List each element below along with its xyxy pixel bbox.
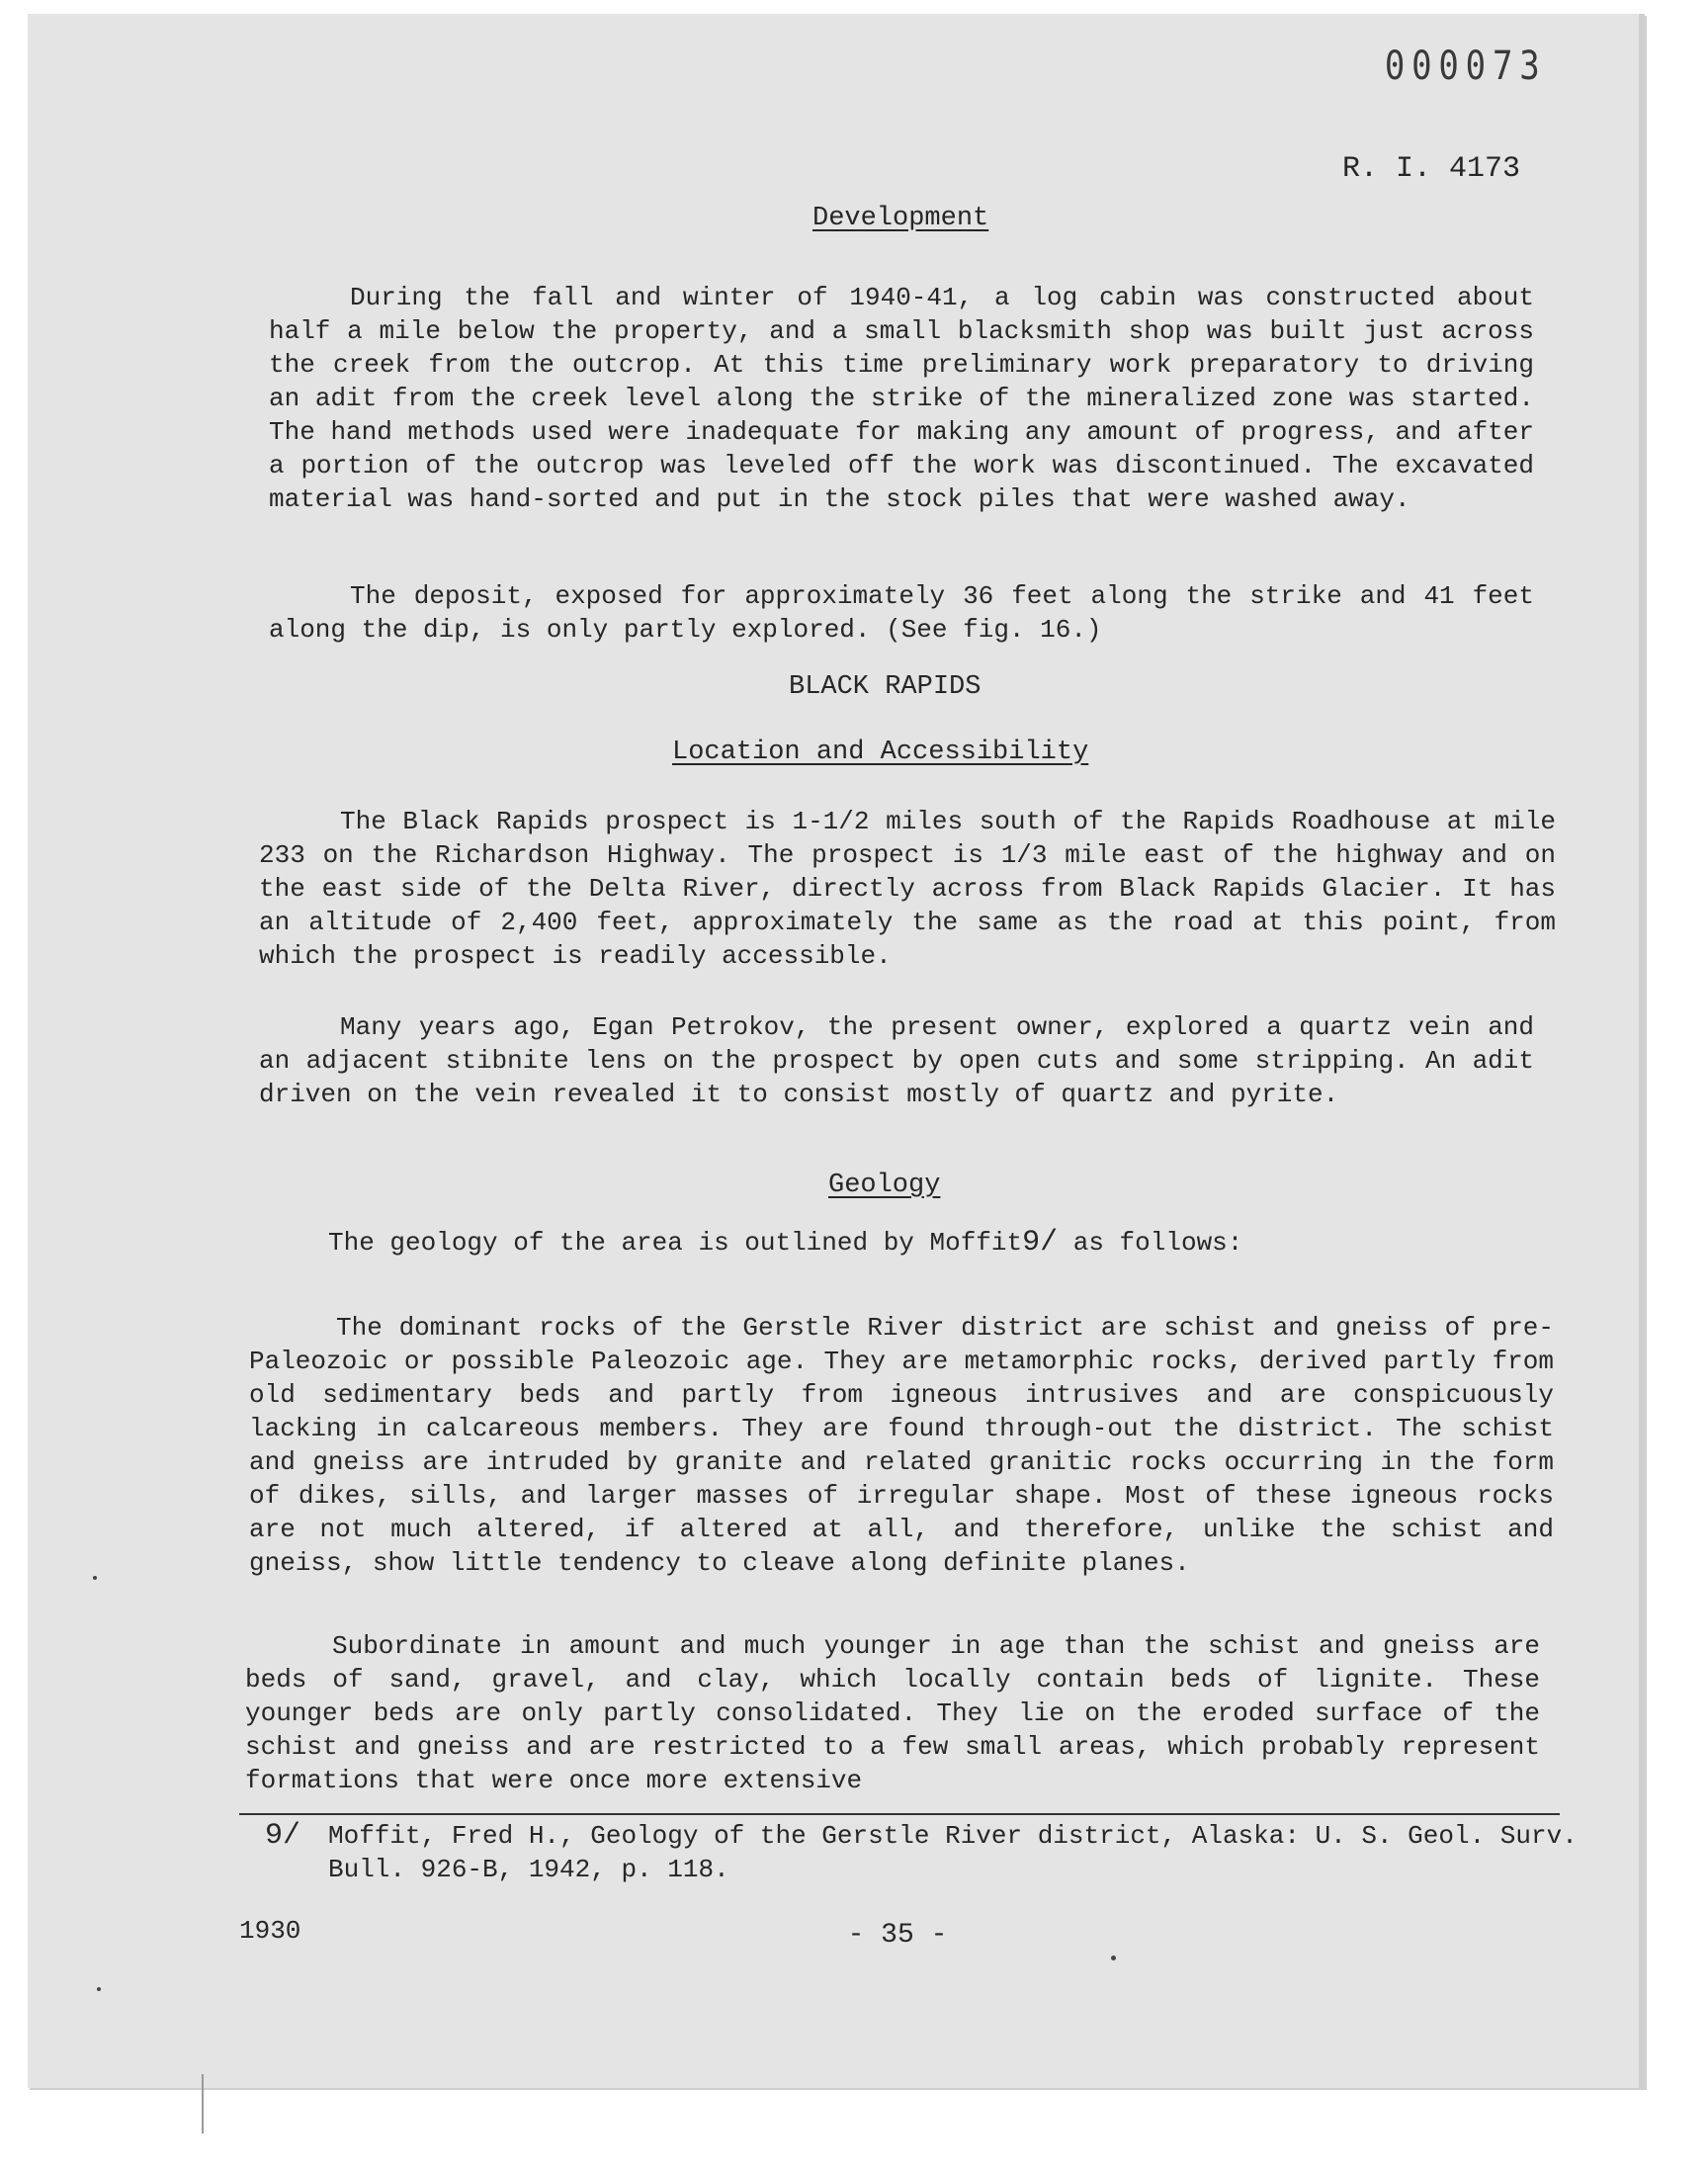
footnote-text: Moffit, Fred H., Geology of the Gerstle River district, Alaska: U. S. Geol. Surv. Bull. 926-B, 1942, p. 118. xyxy=(328,1821,1578,1884)
scan-speck xyxy=(93,1576,97,1580)
location-paragraph-1: The Black Rapids prospect is 1-1/2 miles south of the Rapids Roadhouse at mile 233 on the Richardson Highway. The prospect is 1/3 mile east of the highway and on the east side of the Delta River, directly across from Black Rapids Glacier. It has an altitude of 2,400 feet, approximately the same as the road at this point, from which the prospect is readily accessible. xyxy=(259,807,1556,971)
footnote-reference: 9/ xyxy=(1022,1226,1059,1260)
footer-year: 1930 xyxy=(239,1916,301,1946)
development-paragraph-1: During the fall and winter of 1940-41, a log cabin was constructed about half a mile below the property, and a small blacksmith shop was built just across the creek from the outcrop. At this time preliminary work preparatory to driving an adit from the creek level along the strike of the mineralized zone was started. The hand methods used were inadequate for making any amount of progress, and after a portion of the outcrop was leveled off the work was discontinued. The excavated material was hand-sorted and put in the stock piles that were washed away. xyxy=(269,283,1534,514)
report-number: R. I. 4173 xyxy=(1341,152,1520,186)
heading-black-rapids: BLACK RAPIDS xyxy=(789,672,982,702)
geology-intro-tail: as follows: xyxy=(1058,1228,1243,1258)
location-paragraph-2: Many years ago, Egan Petrokov, the present owner, explored a quartz vein and an adjacent stibnite lens on the prospect by open cuts and some stripping. An adit driven on the vein revealed it to consist mostly of quartz and pyrite. xyxy=(259,1012,1534,1109)
geology-quote-2: Subordinate in amount and much younger in age than the schist and gneiss are beds of sand, gravel, and clay, which locally contain beds of lignite. These younger beds are only partly consolidated. They lie on the eroded surface of the schist and gneiss and are restricted to a few small areas, which probably represent formations that were once more extensive xyxy=(245,1631,1540,1795)
heading-development: Development xyxy=(812,204,989,233)
scan-speck xyxy=(97,1987,101,1991)
page-number: - 35 - xyxy=(847,1920,948,1951)
document-page xyxy=(28,14,1645,2088)
geology-intro xyxy=(265,1226,1530,1260)
geology-intro-text: The geology of the area is outlined by Moffit xyxy=(328,1228,1023,1258)
footnote-divider xyxy=(239,1813,1560,1815)
scan-speck xyxy=(1111,1956,1116,1960)
scan-edge-mark xyxy=(202,2074,204,2133)
heading-location-accessibility: Location and Accessibility xyxy=(672,738,1089,767)
development-paragraph-2: The deposit, exposed for approximately 36 feet along the strike and 41 feet along the dip, is only partly explored. (See fig. 16.) xyxy=(269,581,1534,645)
geology-quote-1: The dominant rocks of the Gerstle River district are schist and gneiss of pre-Paleozoic or possible Paleozoic age. They are metamorphic rocks, derived partly from old sedimentary beds and partly from igneous intrusives and are conspicuously lacking in calcareous members. They are found through-out the district. The schist and gneiss are intruded by granite and related granitic rocks occurring in the form of dikes, sills, and larger masses of irregular shape. Most of these igneous rocks are not much altered, if altered at all, and therefore, unlike the schist and gneiss, show little tendency to cleave along definite planes. xyxy=(249,1313,1554,1578)
heading-geology: Geology xyxy=(828,1171,941,1200)
stamp-number: 000073 xyxy=(1384,44,1546,89)
footnote-mark: 9/ xyxy=(265,1819,301,1853)
footnote xyxy=(265,1819,1613,1886)
